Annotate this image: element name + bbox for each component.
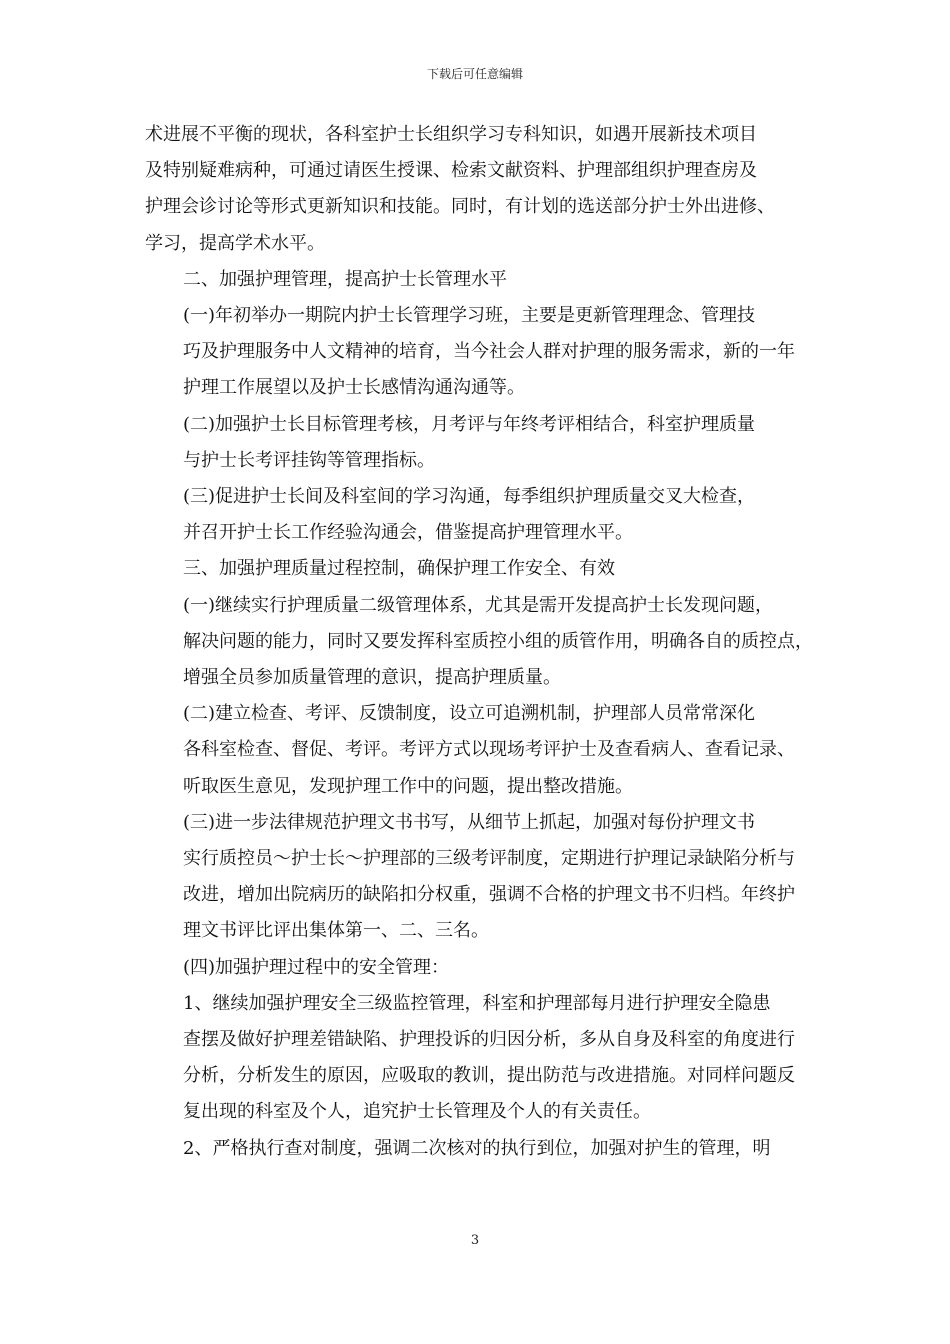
text-line: 术进展不平衡的现状，各科室护士长组织学习专科知识，如遇开展新技术项目 [145, 124, 757, 145]
paragraph [145, 805, 815, 950]
text-line: 护理会诊讨论等形式更新知识和技能。同时，有计划的选送部分护士外出进修、 [145, 196, 775, 218]
text-line: 及特别疑难病种，可通过请医生授课、检索文献资料、护理部组织护理查房及 [145, 160, 757, 182]
paragraph [145, 950, 815, 986]
text-line: 实行质控员～护士长～护理部的三级考评制度，定期进行护理记录缺陷分析与 [183, 848, 795, 870]
paragraph [145, 479, 815, 551]
text-line: 听取医生意见，发现护理工作中的问题，提出整改措施。 [183, 775, 633, 797]
paragraph [145, 986, 815, 1131]
text-line: 分析，分析发生的原因，应吸取的教训，提出防范与改进措施。对同样问题反 [183, 1065, 795, 1087]
text-line: 学习，提高学术水平。 [145, 232, 325, 254]
text-line: 1、继续加强护理安全三级监控管理，科室和护理部每月进行护理安全隐患 [183, 992, 771, 1014]
paragraph [145, 1131, 815, 1167]
text-line: 护理工作展望以及护士长感情沟通沟通等。 [183, 377, 525, 399]
paragraph [145, 298, 815, 407]
text-line: 理文书评比评出集体第一、二、三名。 [183, 920, 489, 942]
text-line: (一)年初举办一期院内护士长管理学习班，主要是更新管理理念、管理技 [183, 305, 756, 327]
text-line: 改进，增加出院病历的缺陷扣分权重，强调不合格的护理文书不归档。年终护 [183, 884, 795, 906]
text-line: 复出现的科室及个人，追究护士长管理及个人的有关责任。 [183, 1101, 651, 1123]
text-line: 并召开护士长工作经验沟通会，借鉴提高护理管理水平。 [183, 522, 633, 544]
paragraph [145, 117, 815, 262]
page-header: 下载后可任意编辑 [426, 67, 523, 81]
text-line: (三)进一步法律规范护理文书书写，从细节上抓起，加强对每份护理文书 [183, 811, 756, 833]
text-line: 与护士长考评挂钩等管理指标。 [183, 449, 435, 471]
text-line: (一)继续实行护理质量二级管理体系，尤其是需开发提高护士长发现问题， [183, 594, 774, 616]
paragraph [145, 696, 815, 805]
text-line: 查摆及做好护理差错缺陷、护理投诉的归因分析，多从自身及科室的角度进行 [183, 1029, 795, 1051]
document-body [145, 117, 815, 1167]
text-line: (二)加强护士长目标管理考核，月考评与年终考评相结合，科室护理质量 [183, 413, 756, 435]
text-line: 二、加强护理管理，提高护士长管理水平 [183, 268, 507, 290]
paragraph [145, 407, 815, 479]
text-line: (三)促进护士长间及科室间的学习沟通，每季组织护理质量交叉大检查， [183, 486, 756, 508]
text-line: 解决问题的能力，同时又要发挥科室质控小组的质管作用，明确各自的质控点， [183, 630, 813, 652]
text-line: (四)加强护理过程中的安全管理： [183, 956, 450, 978]
text-line: (二)建立检查、考评、反馈制度，设立可追溯机制，护理部人员常常深化 [183, 703, 756, 725]
text-line: 巧及护理服务中人文精神的培育，当今社会人群对护理的服务需求，新的一年 [183, 341, 795, 363]
text-line: 增强全员参加质量管理的意识，提高护理质量。 [183, 667, 561, 689]
page-number: 3 [470, 1233, 480, 1248]
paragraph [145, 262, 815, 298]
text-line: 三、加强护理质量过程控制，确保护理工作安全、有效 [183, 558, 615, 580]
paragraph [145, 551, 815, 587]
text-line: 2、严格执行查对制度，强调二次核对的执行到位，加强对护生的管理，明 [183, 1137, 771, 1159]
paragraph [145, 588, 815, 697]
text-line: 各科室检查、督促、考评。考评方式以现场考评护士及查看病人、查看记录、 [183, 739, 795, 761]
